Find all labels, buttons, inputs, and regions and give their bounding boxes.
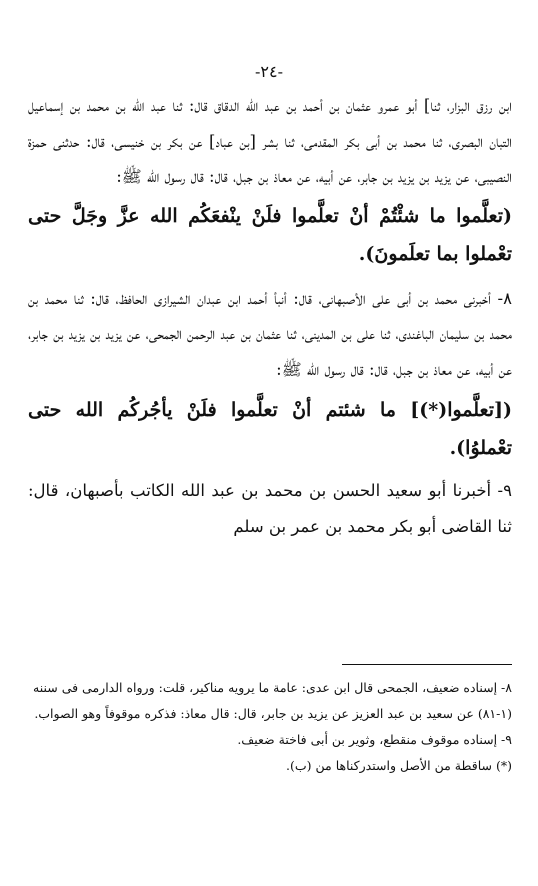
chain-of-narration-8: ٨- أخبرنى محمد بن أبى على الأصبهانى، قال: أنبأ أحمد ابن عبدان الشيرازى الحافظ، قال: ثنا محمد بن محمد بن سليمان الباغندى، ثنا على بن المدينى، ثنا عثمان بن عبد الرحمن الجمحى، عن يزيد بن يزيد بن جابر، عن أبيه، عن معاذ بن جبل، قال: قال رسول الله ﷺ: — [28, 288, 512, 379]
chain-of-narration-9: ٩- أخبرنا أبو سعيد الحسن بن محمد بن عبد الله الكاتب بأصبهان، قال: ثنا القاضى أبو بكر محمد بن عمر بن سلم — [28, 481, 512, 536]
footnotes — [28, 675, 512, 779]
footnote-8: ٨- إسناده ضعيف، الجمحى قال ابن عدى: عامة ما يرويه مناكير، قلت: ورواه الدارمى فى سننه (١-٨١) عن سعيد بن عبد العزيز عن يزيد بن جابر، قال: قال معاذ: فذكره موقوفاً وهو الصواب. — [33, 680, 512, 721]
footnote-star: (*) ساقطة من الأصل واستدركناها من (ب). — [286, 758, 512, 773]
chain-of-narration: ابن رزق البزار، ثنا] أبو عمرو عثمان بن أحمد بن عبد الله الدقاق قال: ثنا عبد الله بن محمد بن إسماعيل التبان البصرى، ثنا محمد بن أبى بكر المقدمى، ثنا بشر [بن عباد] عن بكر بن خنيسى، قال: حدثنى حمزة النصيبى، عن يزيد بن يزيد بن جابر، عن أبيه، عن معاذ بن جبل، قال: قال رسول الله ﷺ: — [28, 96, 512, 186]
page-number: -٢٤- — [255, 62, 283, 81]
footnote-9: ٩- إسناده موقوف منقطع، وثوير بن أبى فاختة ضعيف. — [237, 732, 512, 747]
footnote-separator — [342, 664, 512, 665]
hadith-text: (تعلَّموا ما شئْتُمْ أنْ تعلَّموا فلَنْ ينْفعَكُم الله عزَّ وجَلَّ حتى تعْملوا بما تعلَمونَ). — [28, 204, 512, 265]
hadith-text-8: ([تعلَّموا(*)] ما شئتم أنْ تعلَّموا فلَنْ يأجُركُم الله حتى تعْملوُا). — [28, 399, 512, 459]
main-text — [28, 88, 512, 544]
